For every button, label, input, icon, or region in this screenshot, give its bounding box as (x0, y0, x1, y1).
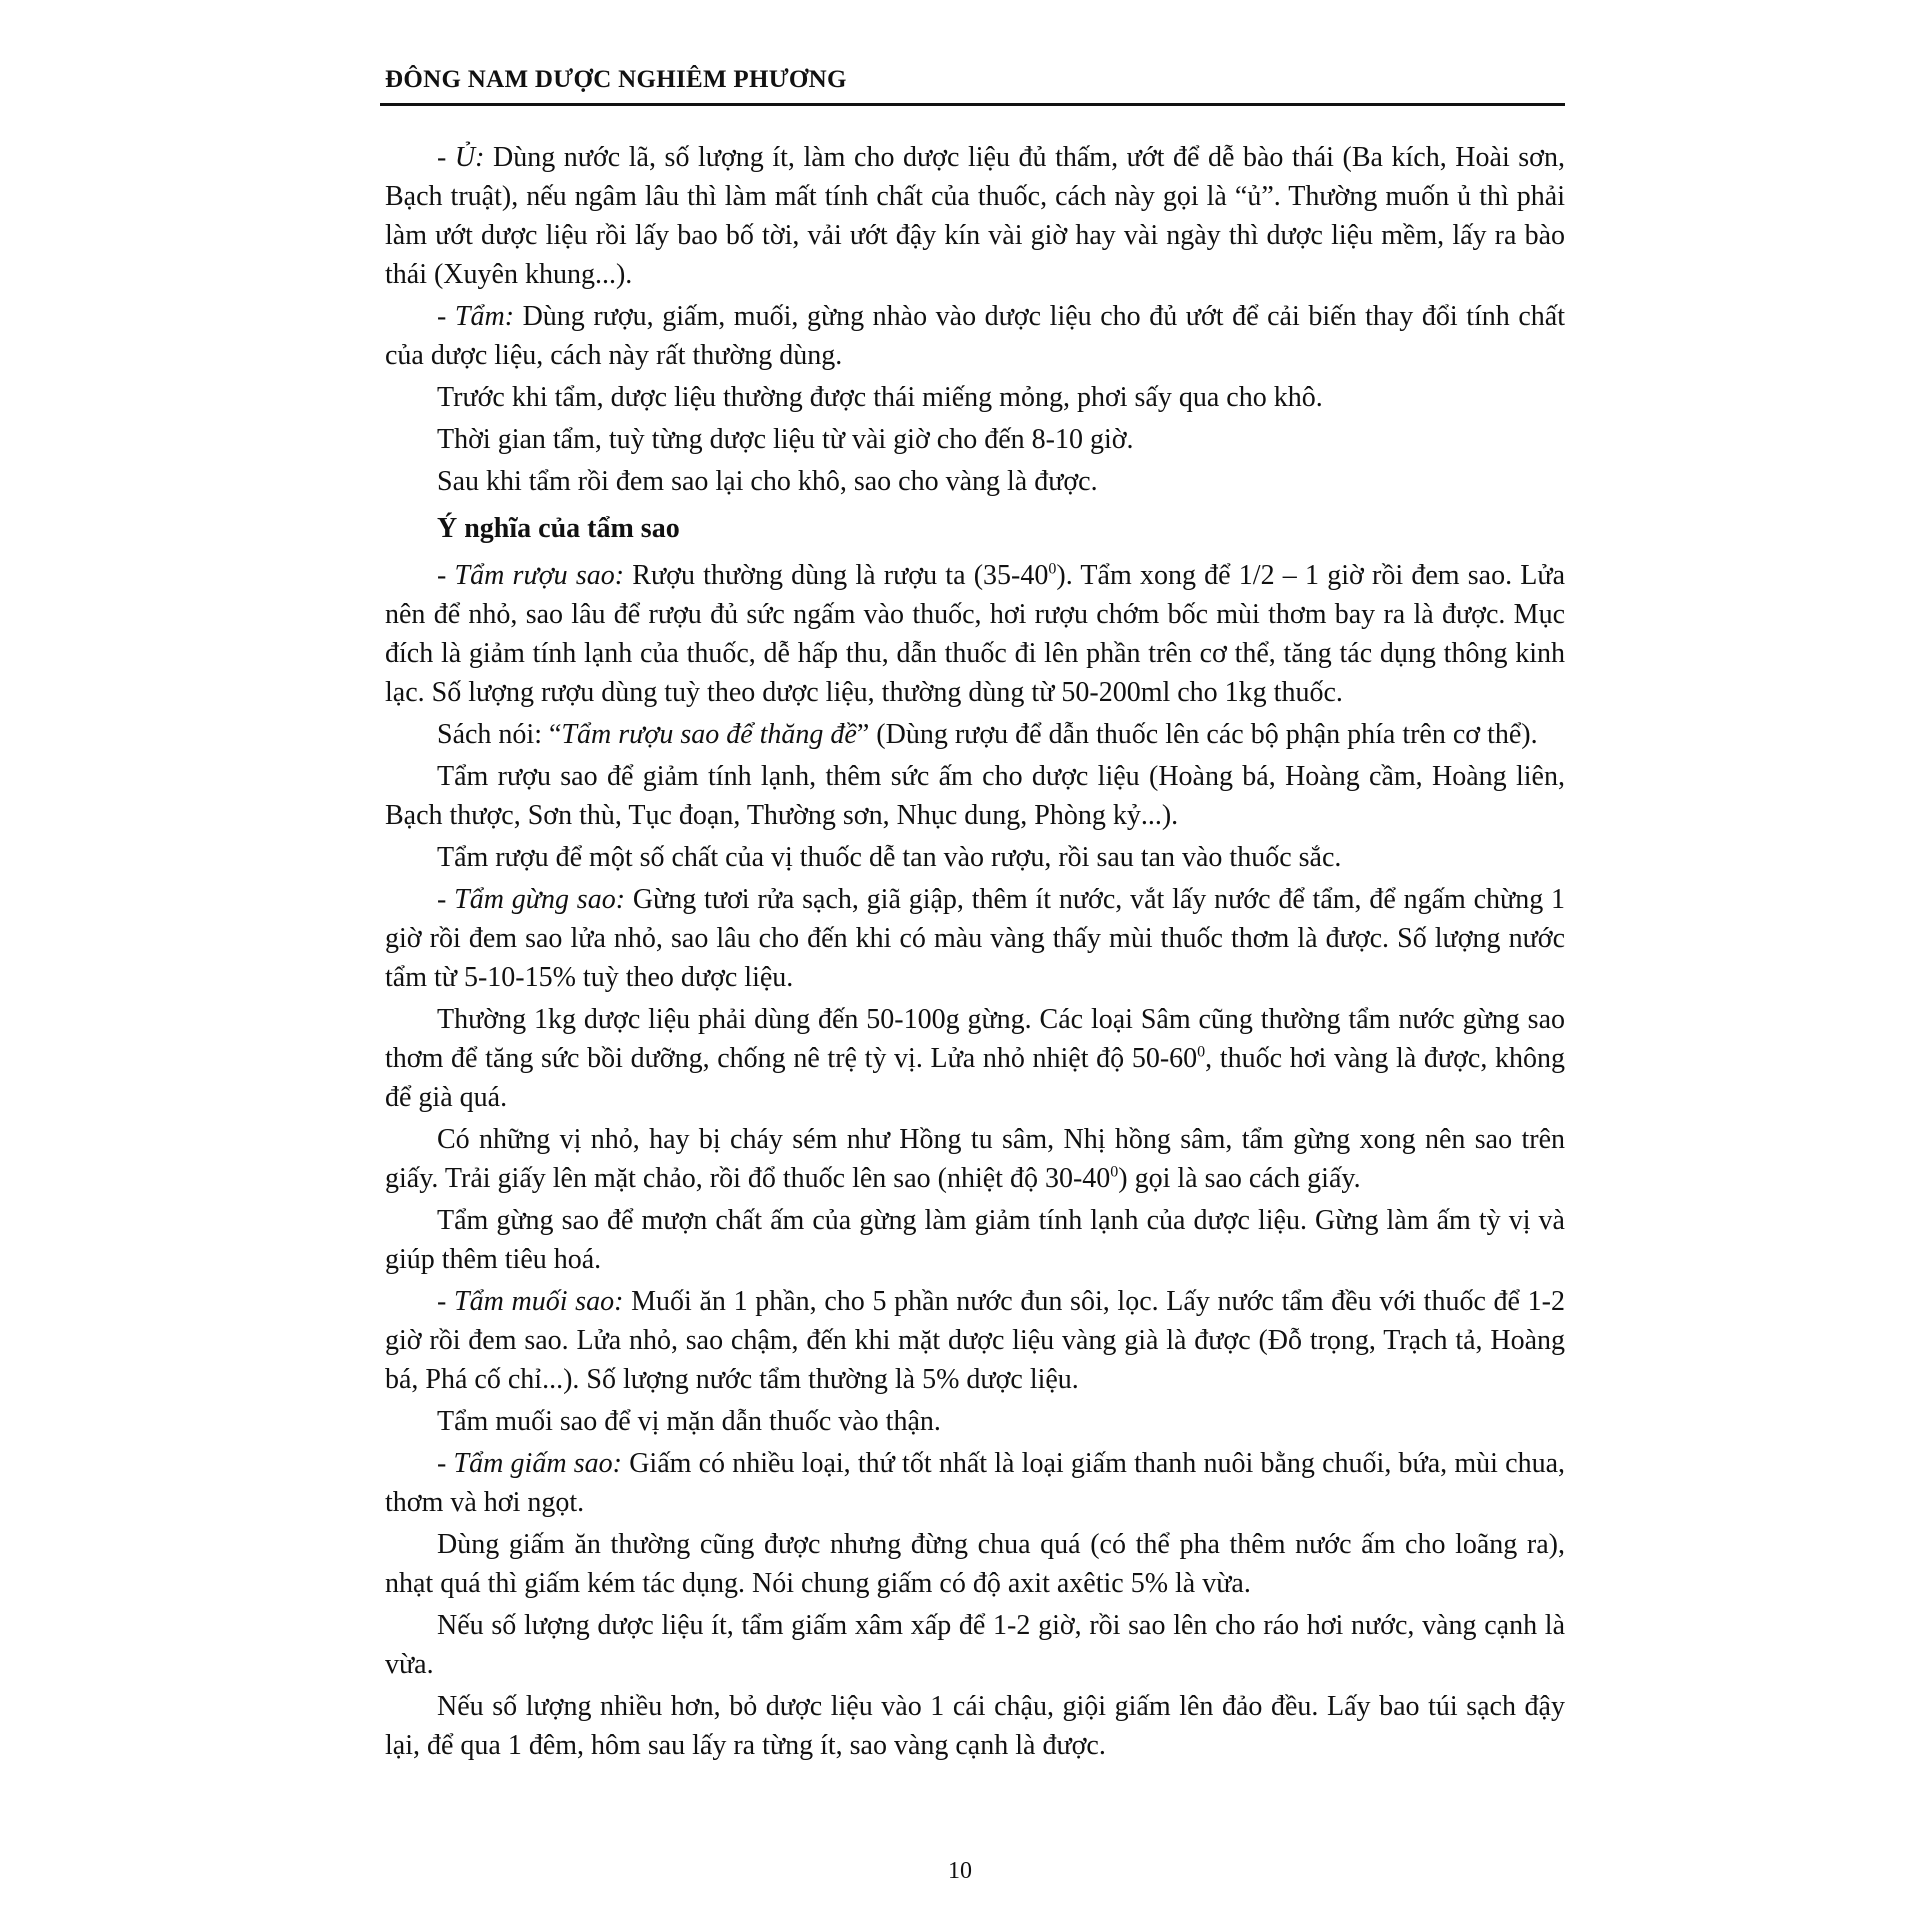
paragraph-muoi-purpose: Tẩm muối sao để vị mặn dẫn thuốc vào thận. (437, 1406, 941, 1437)
paragraph-tam-ruou-sao-text-2: ). Tẩm xong để 1/2 – 1 giờ rồi đem sao. Lửa nên để nhỏ, sao lâu để rượu đủ sức ngấm vào thuốc, hơi rượu chớm bốc mùi thơm bay ra là được. Mục đích là giảm tính lạnh của thuốc, dễ hấp thu, dẫn thuốc đi lên phần trên cơ thể, tăng tác dụng thông kinh lạc. Số lượng rượu dùng tuỳ theo dược liệu, thường dùng từ 50-200ml cho 1kg thuốc. (385, 560, 1566, 708)
degree-superscript: 0 (1197, 1043, 1206, 1061)
paragraph-tam-gung-sao-text: Gừng tươi rửa sạch, giã giập, thêm ít nước, vắt lấy nước để tẩm, để ngấm chừng 1 giờ rồi đem sao lửa nhỏ, sao lâu cho đến khi có màu vàng thấy mùi thuốc thơm là được. Số lượng nước tẩm từ 5-10-15% tuỳ theo dược liệu. (385, 884, 1565, 993)
paragraph-u-text: Dùng nước lã, số lượng ít, làm cho dược liệu đủ thấm, ướt để dễ bào thái (Ba kích, Hoài sơn, Bạch truật), nếu ngâm lâu thì làm mất tính chất của thuốc, cách này gọi là “ủ”. Thường muốn ủ thì phải làm ướt dược liệu rồi lấy bao bố tời, vải ướt đậy kín vài giờ hay vài ngày thì dược liệu mềm, lấy ra bào thái (Xuyên khung...). (385, 142, 1565, 290)
term-u: - Ủ: (437, 142, 485, 173)
term-tam: - Tẩm: (437, 301, 515, 332)
paragraph-tam-giam-sao-text: Giấm có nhiều loại, thứ tốt nhất là loại giấm thanh nuôi bằng chuối, bứa, mùi chua, thơm và hơi ngọt. (385, 1448, 1565, 1518)
paragraph-tam-gung-sao (385, 880, 1565, 997)
paragraph-giam-an: Dùng giấm ăn thường cũng được nhưng đừng chua quá (có thể pha thêm nước ấm cho loãng ra), nhạt quá thì giấm kém tác dụng. Nói chung giấm có độ axit axêtic 5% là vừa. (385, 1529, 1565, 1599)
paragraph-gung-amount-text-1: Thường 1kg dược liệu phải dùng đến 50-100g gừng. Các loại Sâm cũng thường tẩm nước gừng sao thơm để tăng sức bồi dưỡng, chống nê trệ tỳ vị. Lửa nhỏ nhiệt độ 50-60 (385, 1004, 1565, 1074)
paragraph-sao-cach-giay-text-2: ) gọi là sao cách giấy. (1118, 1163, 1361, 1194)
paragraph-tam-ruou-sao (385, 556, 1565, 712)
paragraph-before-soaking: Trước khi tẩm, dược liệu thường được thái miếng mỏng, phơi sấy qua cho khô. (437, 382, 1323, 413)
quote-intro: Sách nói: “ (437, 719, 562, 750)
paragraph-ruou-dissolve: Tẩm rượu để một số chất của vị thuốc dễ tan vào rượu, rồi sau tan vào thuốc sắc. (437, 842, 1342, 873)
paragraph-sao-cach-giay (385, 1120, 1565, 1198)
paragraph-gung-amount (385, 1000, 1565, 1117)
paragraph-soaking-time: Thời gian tẩm, tuỳ từng dược liệu từ vài giờ cho đến 8-10 giờ. (437, 424, 1134, 455)
paragraph-tam-text: Dùng rượu, giấm, muối, gừng nhào vào dược liệu cho đủ ướt để cải biến thay đổi tính chất của dược liệu, cách này rất thường dùng. (385, 301, 1565, 371)
term-tam-giam-sao: - Tẩm giấm sao: (437, 1448, 622, 1479)
header-rule (380, 103, 1565, 106)
paragraph-ruou-reduce-cold: Tẩm rượu sao để giảm tính lạnh, thêm sức ấm cho dược liệu (Hoàng bá, Hoàng cầm, Hoàng liên, Bạch thược, Sơn thù, Tục đoạn, Thường sơn, Nhục dung, Phòng kỷ...). (385, 761, 1565, 831)
term-tam-muoi-sao: - Tẩm muối sao: (437, 1286, 624, 1317)
paragraph-giam-large-amount: Nếu số lượng nhiều hơn, bỏ dược liệu vào 1 cái chậu, giội giấm lên đảo đều. Lấy bao túi sạch đậy lại, để qua 1 đêm, hôm sau lấy ra từng ít, sao vàng cạnh là được. (385, 1691, 1565, 1761)
degree-superscript: 0 (1110, 1163, 1119, 1181)
term-tam-ruou-sao: - Tẩm rượu sao: (437, 560, 625, 591)
degree-superscript: 0 (1048, 560, 1057, 578)
paragraph-tam-giam-sao (385, 1444, 1565, 1522)
paragraph-tam-muoi-sao (385, 1282, 1565, 1399)
paragraph-tam-muoi-sao-text: Muối ăn 1 phần, cho 5 phần nước đun sôi, lọc. Lấy nước tẩm đều với thuốc để 1-2 giờ rồi đem sao. Lửa nhỏ, sao chậm, đến khi mặt dược liệu vàng già là được (Đỗ trọng, Trạch tả, Hoàng bá, Phá cố chỉ...). Số lượng nước tẩm thường là 5% dược liệu. (385, 1286, 1565, 1395)
term-tam-gung-sao: - Tẩm gừng sao: (437, 884, 626, 915)
paragraph-gung-purpose: Tẩm gừng sao để mượn chất ấm của gừng làm giảm tính lạnh của dược liệu. Gừng làm ấm tỳ vị và giúp thêm tiêu hoá. (385, 1205, 1565, 1275)
section-heading: Ý nghĩa của tẩm sao (437, 513, 680, 544)
page-body (385, 138, 1565, 1768)
paragraph-sao-cach-giay-text-1: Có những vị nhỏ, hay bị cháy sém như Hồng tu sâm, Nhị hồng sâm, tẩm gừng xong nên sao trên giấy. Trải giấy lên mặt chảo, rồi đổ thuốc lên sao (nhiệt độ 30-40 (385, 1124, 1565, 1194)
paragraph-gung-amount-text-2: , thuốc hơi vàng là được, không để già quá. (385, 1043, 1565, 1113)
paragraph-u (385, 138, 1565, 294)
paragraph-tam (385, 297, 1565, 375)
paragraph-tam-ruou-sao-text-1: Rượu thường dùng là rượu ta (35-40 (624, 560, 1049, 591)
quote-text: Tẩm rượu sao để thăng đề (561, 719, 857, 750)
paragraph-after-soaking: Sau khi tẩm rồi đem sao lại cho khô, sao cho vàng là được. (437, 466, 1098, 497)
paragraph-giam-small-amount: Nếu số lượng dược liệu ít, tẩm giấm xâm xấp để 1-2 giờ, rồi sao lên cho ráo hơi nước, vàng cạnh là vừa. (385, 1610, 1565, 1680)
quote-explanation: ” (Dùng rượu để dẫn thuốc lên các bộ phận phía trên cơ thể). (856, 719, 1538, 750)
running-title: ĐÔNG NAM DƯỢC NGHIÊM PHƯƠNG (385, 66, 847, 93)
paragraph-book-quote (385, 715, 1565, 754)
page-number: 10 (948, 1858, 972, 1884)
